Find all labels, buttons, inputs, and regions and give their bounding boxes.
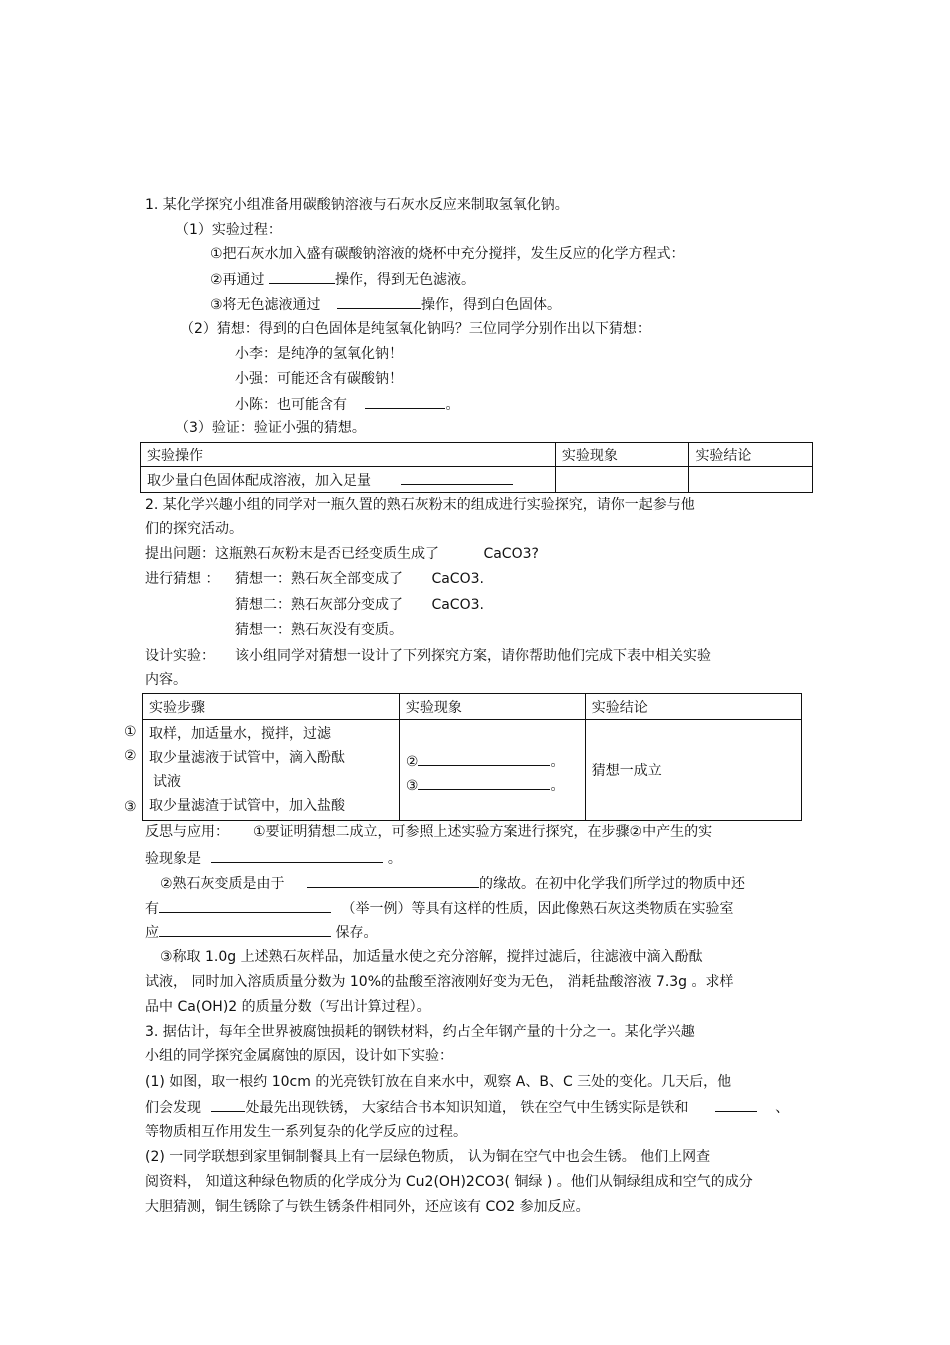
q2-guess2-formula: CaCO3.	[431, 597, 484, 613]
q1-step2	[210, 269, 475, 290]
q2-guess-label: 进行猜想 ：	[145, 571, 220, 587]
q2-table-header-conclusion: 实验结论	[585, 694, 801, 720]
q2-phenomenon-2-marker: ②	[405, 754, 419, 770]
q2-table-marker-1: ①	[124, 724, 137, 740]
q1-step3-text: ③将无色滤液通过	[210, 297, 321, 313]
q2-table-steps-cell	[143, 720, 400, 821]
q3-part2-line3: 大胆猜测，铜生锈除了与铁生锈条件相同外，还应该有 CO2 参加反应。	[145, 1199, 590, 1215]
q2-design-text2: 内容。	[145, 672, 187, 688]
q1-guess-qiang: 小强：可能还含有碳酸钠！	[235, 371, 403, 387]
q1-part1-label: （1）实验过程：	[175, 222, 282, 238]
q2-table-marker-3: ③	[124, 799, 137, 815]
q2-phenomenon-2-blank[interactable]	[418, 751, 550, 766]
q2-phenomenon-3-marker: ③	[405, 778, 419, 794]
q1-table	[140, 442, 813, 493]
q2-step2b: 试液	[153, 774, 181, 790]
q1-table-op-blank[interactable]	[401, 470, 513, 485]
q1-step3-blank[interactable]	[337, 294, 421, 309]
q2-question-formula: CaCO3?	[483, 546, 539, 562]
q1-table-header-phenomenon: 实验现象	[555, 443, 689, 467]
q2-reflection-1: ①要证明猜想二成立，可参照上述实验方案进行探究，在步骤②中产生的实	[253, 824, 713, 840]
q1-table-header-conclusion: 实验结论	[689, 443, 813, 467]
q1-step3-text-end: 操作，得到白色固体。	[421, 297, 562, 313]
q2-title-line2: 们的探究活动。	[145, 521, 243, 537]
q1-part3-label: （3）验证：验证小强的猜想。	[175, 420, 366, 436]
q2-reflection-2b-text: 有	[145, 901, 159, 917]
q2-step3: 取少量滤渣于试管中，加入盐酸	[149, 798, 345, 814]
q1-table-conclusion-cell[interactable]	[689, 467, 813, 493]
q2-phenomenon-3	[406, 774, 579, 798]
q2-table-header-phenomenon: 实验现象	[399, 694, 585, 720]
q2-reflection-2a-text: ②熟石灰变质是由于	[160, 876, 285, 892]
q1-guess-chen	[235, 394, 459, 415]
q1-table-op-cell	[141, 467, 556, 493]
q2-reflection-2b	[145, 898, 733, 919]
q2-reflection-2c-end: 保存。	[335, 925, 378, 941]
q2-conclusion: 猜想一成立	[591, 763, 662, 779]
q2-guess1-text: 猜想一：熟石灰全部变成了	[235, 571, 403, 587]
q2-phenomenon-3-end: 。	[550, 778, 565, 794]
q2-phenomenon-3-blank[interactable]	[418, 775, 550, 790]
q2-guess2	[235, 595, 484, 615]
q1-guess-chen-text: 小陈：也可能含有	[235, 397, 347, 413]
q2-reflection-label: 反思与应用：	[145, 824, 229, 840]
q1-title: 1. 某化学探究小组准备用碳酸钠溶液与石灰水反应来制取氢氧化钠。	[145, 197, 569, 213]
q2-question	[145, 544, 539, 564]
q2-reflection-2c	[145, 922, 377, 943]
q2-table-header-step: 实验步骤	[143, 694, 400, 720]
q1-step3	[210, 294, 561, 315]
q1-part2-label: （2）猜想：得到的白色固体是纯氢氧化钠吗？三位同学分别作出以下猜想：	[180, 321, 651, 337]
q2-question-text: 提出问题：这瓶熟石灰粉末是否已经变质生成了	[145, 546, 439, 562]
q2-reflection-1b-text: 验现象是	[145, 851, 201, 867]
q3-part1-blank-position[interactable]	[211, 1097, 245, 1112]
q2-reflection-2c-blank[interactable]	[159, 922, 331, 937]
q3-part1-blank-substance[interactable]	[715, 1097, 757, 1112]
q2-reflection-2b-end: （举一例）等具有这样的性质，因此像熟石灰这类物质在实验室	[341, 901, 734, 917]
q2-reflection-2a-end: 的缘故。在初中化学我们所学过的物质中还	[479, 876, 746, 892]
q2-guess2-text: 猜想二：熟石灰部分变成了	[235, 597, 403, 613]
q3-part1-line2-mid: 处最先出现铁锈， 大家结合书本知识知道， 铁在空气中生锈实际是铁和	[245, 1100, 689, 1116]
q2-table	[142, 693, 802, 821]
q2-reflection-3b: 试液， 同时加入溶质质量分数为 10%的盐酸至溶液刚好变为无色， 消耗盐酸溶液 7.3g 。求样	[145, 974, 734, 990]
q2-guess1-formula: CaCO3.	[431, 571, 484, 587]
q2-reflection-2b-blank[interactable]	[159, 898, 331, 913]
q2-design-text: 该小组同学对猜想一设计了下列探究方案，请你帮助他们完成下表中相关实验	[235, 648, 711, 664]
q2-step1: 取样，加适量水，搅拌，过滤	[149, 726, 331, 742]
q1-step1: ①把石灰水加入盛有碳酸钠溶液的烧杯中充分搅拌，发生反应的化学方程式：	[210, 246, 685, 262]
q2-step2a: 取少量滤液于试管中，滴入酚酞	[149, 750, 345, 766]
q2-table-conclusion-cell	[585, 720, 801, 821]
q2-title-line1: 2. 某化学兴趣小组的同学对一瓶久置的熟石灰粉末的组成进行实验探究，请你一起参与他	[145, 497, 695, 513]
q2-reflection-1b	[145, 848, 402, 869]
q1-chen-blank[interactable]	[365, 394, 445, 409]
q3-part1-line1: (1) 如图，取一根约 10cm 的光亮铁钉放在自来水中，观察 A、B、C 三处的变化。几天后，他	[145, 1074, 732, 1090]
q2-guess3: 猜想一：熟石灰没有变质。	[235, 622, 403, 638]
q2-reflection-1b-blank[interactable]	[211, 848, 383, 863]
q3-part1-line2	[145, 1097, 789, 1118]
q3-part1-line2-text: 们会发现	[145, 1100, 201, 1116]
q2-reflection-3a: ③称取 1.0g 上述熟石灰样品，加适量水使之充分溶解，搅拌过滤后，往滤液中滴入酚酞	[160, 949, 703, 965]
q2-design-label: 设计实验：	[145, 648, 215, 664]
q1-step2-text: ②再通过	[210, 272, 265, 288]
q1-guess-chen-end: 。	[445, 397, 460, 413]
q1-table-op-text: 取少量白色固体配成溶液，加入足量	[147, 472, 371, 489]
q3-part1-line2-end: 、	[775, 1100, 790, 1116]
q2-phenomenon-2	[406, 750, 579, 774]
q3-part2-line2: 阅资料， 知道这种绿色物质的化学成分为 Cu2(OH)2CO3( 铜绿 ) 。他们从铜绿组成和空气的成分	[145, 1174, 753, 1190]
q2-table-phenomenon-cell	[399, 720, 585, 821]
q3-title-line2: 小组的同学探究金属腐蚀的原因，设计如下实验：	[145, 1048, 453, 1064]
q1-step2-blank[interactable]	[269, 269, 335, 284]
q3-part2-line1: (2) 一同学联想到家里铜制餐具上有一层绿色物质， 认为铜在空气中也会生锈。 他们上网查	[145, 1149, 711, 1165]
q1-table-header-op: 实验操作	[141, 443, 556, 467]
q2-phenomenon-2-end: 。	[550, 754, 565, 770]
q1-step2-text-end: 操作，得到无色滤液。	[335, 272, 476, 288]
q3-part1-line3: 等物质相互作用发生一系列复杂的化学反应的过程。	[145, 1124, 467, 1140]
q2-reflection-1b-end: 。	[387, 851, 402, 867]
q2-reflection-3c: 品中 Ca(OH)2 的质量分数（写出计算过程）。	[145, 999, 431, 1015]
q1-guess-li: 小李：是纯净的氢氧化钠！	[235, 346, 403, 362]
q1-table-phenomenon-cell[interactable]	[555, 467, 689, 493]
q2-reflection-2a	[160, 873, 745, 894]
q2-reflection-2c-text: 应	[145, 925, 159, 941]
q2-table-marker-2: ②	[124, 748, 137, 764]
q2-guess1	[235, 569, 484, 589]
q3-title-line1: 3. 据估计，每年全世界被腐蚀损耗的钢铁材料，约占全年钢产量的十分之一。某化学兴趣	[145, 1024, 695, 1040]
q2-reflection-2a-blank[interactable]	[307, 873, 479, 888]
